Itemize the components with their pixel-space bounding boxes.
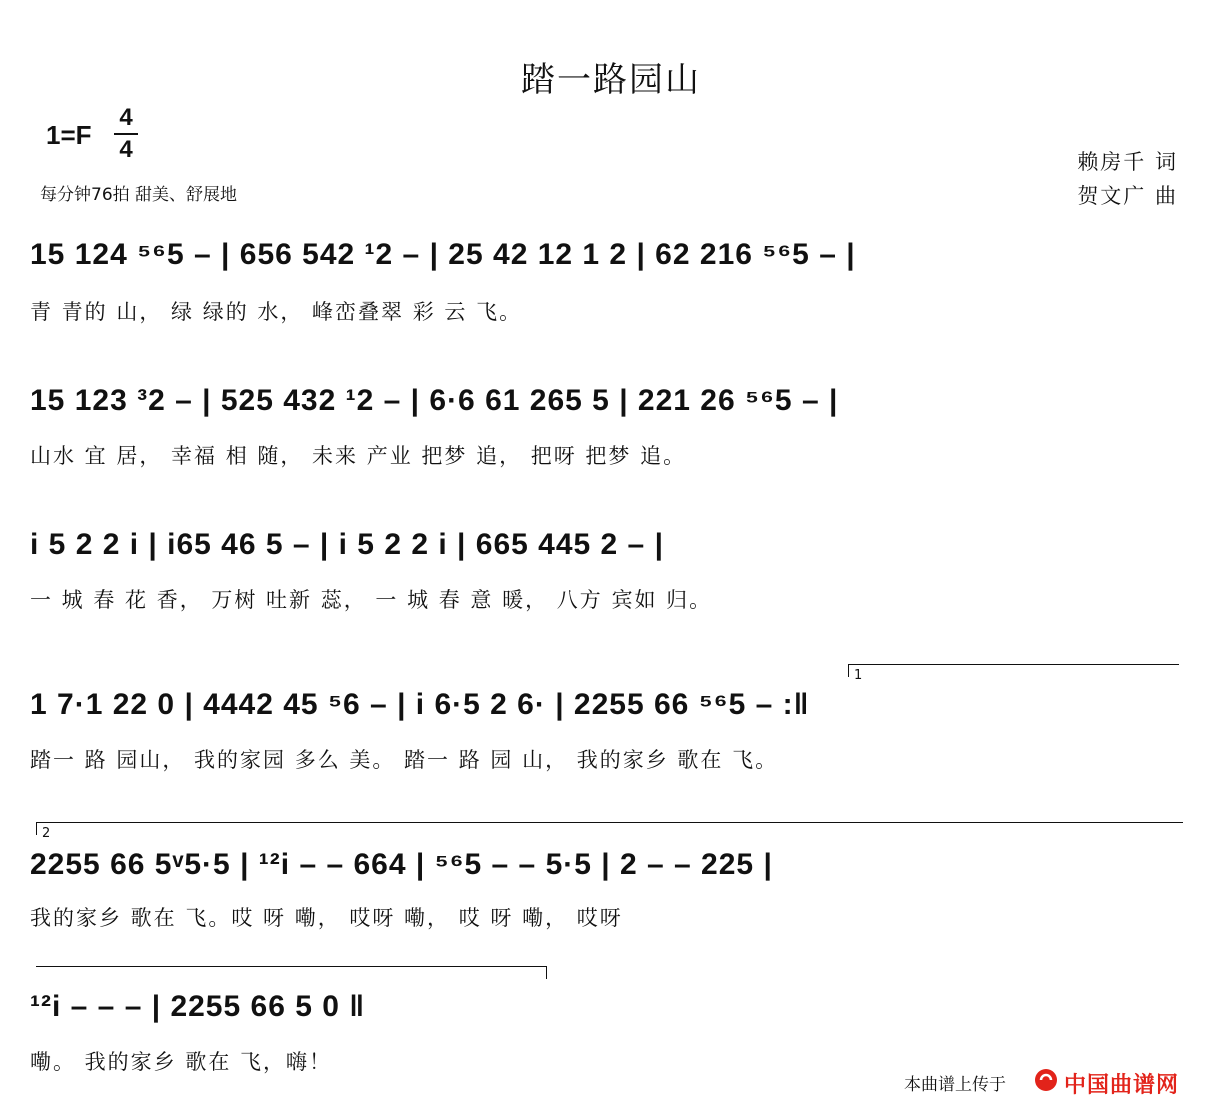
score-line-5-notes: 2255 66 5ᵛ5·5 | ¹²i – – 664 | ⁵⁶5 – – 5·5 | 2 – – 225 | xyxy=(30,848,773,881)
score-line-5-lyrics: 我的家乡 歌在 飞。哎 呀 嘞， 哎呀 嘞， 哎 呀 嘞， 哎呀 xyxy=(30,906,623,930)
score-line-4-notes: 1 7·1 22 0 | 4442 45 ⁵6 – | i 6·5 2 6· | 2255 66 ⁵⁶5 – :‖ xyxy=(30,688,810,721)
volta-bracket-end xyxy=(36,966,547,979)
volta-label-1: 1 xyxy=(854,668,863,683)
upload-note: 本曲谱上传于 xyxy=(904,1075,1006,1095)
key-signature: 1=F xyxy=(46,120,92,150)
volta-bracket-1 xyxy=(848,664,1179,677)
time-sig-top: 4 xyxy=(119,104,133,131)
score-line-3-lyrics: 一 城 春 花 香， 万树 吐新 蕊， 一 城 春 意 暖， 八方 宾如 归。 xyxy=(30,588,713,612)
score-line-6-lyrics: 嘞。 我的家乡 歌在 飞，嗨！ xyxy=(30,1050,333,1074)
site-logo-text: 中国曲谱网 xyxy=(1064,1073,1180,1098)
time-sig-divider xyxy=(114,133,138,135)
score-line-4-lyrics: 踏一 路 园山， 我的家园 多么 美。 踏一 路 园 山， 我的家乡 歌在 飞。 xyxy=(30,748,779,772)
page-title: 踏一路园山 xyxy=(521,60,701,100)
time-signature xyxy=(114,104,138,164)
tempo-marking: 每分钟76拍 甜美、舒展地 xyxy=(40,185,238,205)
score-line-6-notes: ¹²i – – – | 2255 66 5 0 ‖ xyxy=(30,990,366,1023)
time-sig-bottom: 4 xyxy=(119,136,133,163)
score-line-2-lyrics: 山水 宜 居， 幸福 相 随， 未来 产业 把梦 追， 把呀 把梦 追。 xyxy=(30,444,687,468)
volta-label-2: 2 xyxy=(42,826,51,841)
lyricist-credit: 赖房千 词 xyxy=(1077,150,1178,174)
composer-credit: 贺文广 曲 xyxy=(1077,184,1178,208)
score-line-2-notes: 15 123 ³2 – | 525 432 ¹2 – | 6·6 61 265 5 | 221 26 ⁵⁶5 – | xyxy=(30,384,839,417)
score-line-3-notes: i 5 2 2 i | i65 46 5 – | i 5 2 2 i | 665 445 2 – | xyxy=(30,528,664,561)
score-line-1-lyrics: 青 青的 山， 绿 绿的 水， 峰峦叠翠 彩 云 飞。 xyxy=(30,300,523,324)
score-line-1-notes: 15 124 ⁵⁶5 – | 656 542 ¹2 – | 25 42 12 1 2 | 62 216 ⁵⁶5 – | xyxy=(30,238,856,271)
volta-bracket-2 xyxy=(36,822,1183,835)
